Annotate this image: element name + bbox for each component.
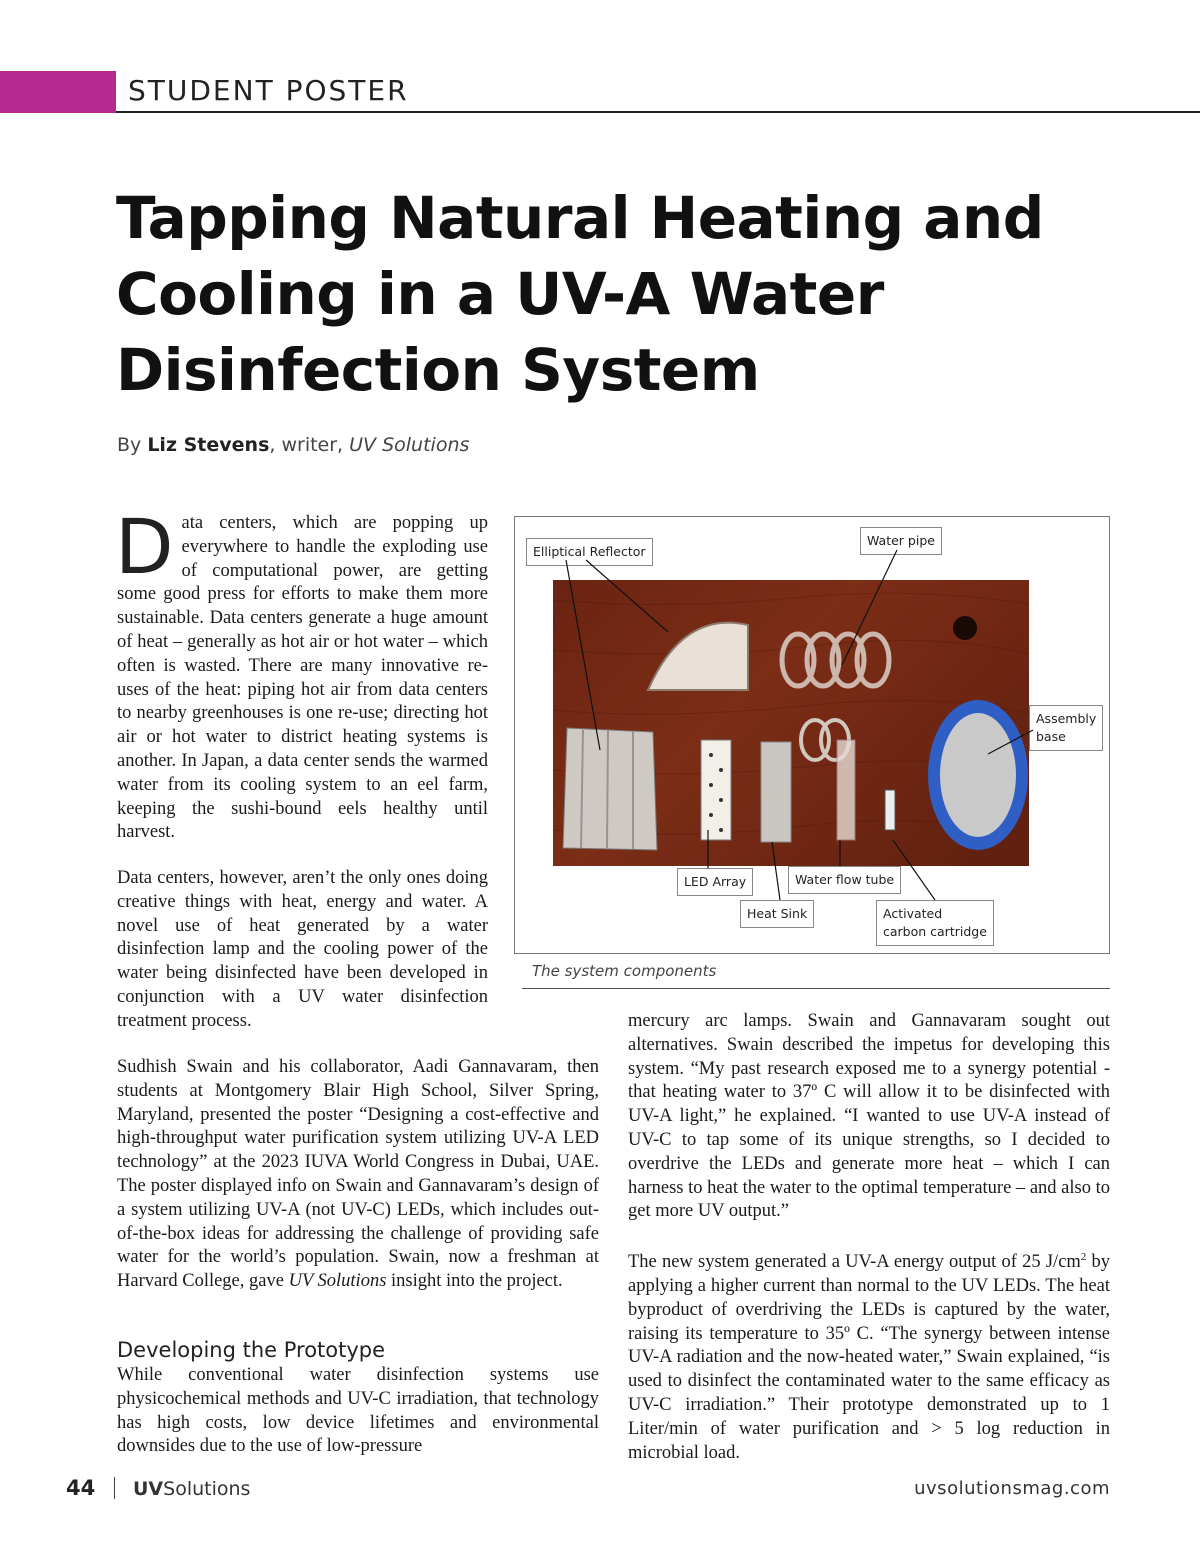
photo-illustration [553, 580, 1029, 866]
article-title: Tapping Natural Heating and Cooling in a UV-A Water Disinfection System [116, 184, 1044, 404]
footer-url[interactable]: uvsolutionsmag.com [914, 1478, 1110, 1499]
paragraph-6 [628, 1246, 1110, 1465]
label-activated-carbon: Activated carbon cartridge [876, 900, 994, 946]
caption-rule [522, 988, 1110, 989]
paragraph-3-text-b: insight into the project. [386, 1271, 563, 1292]
byline [117, 434, 469, 456]
paragraph-3 [117, 1056, 599, 1294]
footer-separator [114, 1477, 115, 1499]
author-name: Liz Stevens [147, 434, 270, 456]
figure-caption: The system components [532, 962, 717, 980]
label-led-array: LED Array [677, 868, 753, 896]
label-heat-sink: Heat Sink [740, 900, 814, 928]
paragraph-1 [115, 502, 488, 845]
header-rule [116, 111, 1200, 113]
brand-bold: UV [133, 1478, 164, 1500]
section-accent-bar [0, 71, 116, 113]
paragraph-4: While conventional water disinfection systems use physicochemical methods and UV-C irradiation, that technology has high costs, low device lifetimes and environmental downsides due to the use of low-pressure [117, 1365, 599, 1457]
paragraph-2: Data centers, however, aren’t the only ones doing creative things with heat, energy and water. A novel use of heat generated by a water disinfection lamp and the cooling power of the water being disinfected have been developed in conjunction with a UV water disinfection treatment process. [117, 868, 488, 1031]
paragraph-6-text-b: by applying a higher current than normal to the UV LEDs. The heat byproduct of overdriving the LEDs is captured by the water, raising its temperature to 35º C. “The synergy between intense UV-A radiation and the now-heated water,” Swain explained, “is used to disinfect the contaminated water to the same efficacy as UV-C irradiation.” Their prototype demonstrated up to 1 Liter/min of water purification and > 5 log reduction in microbial load. [628, 1252, 1111, 1463]
brand-rest: Solutions [163, 1478, 251, 1500]
page-number: 44 [66, 1476, 96, 1500]
system-components-photo [553, 580, 1029, 866]
superscript-2: 2 [1080, 1251, 1087, 1263]
paragraph-3-text-a: Sudhish Swain and his collaborator, Aadi Gannavaram, then students at Montgomery Blair High School, Silver Spring, Maryland, presented the poster “Designing a cost-effective and high-throughput water purification system utilizing UV-A LED technology” at the 2023 IUVA World Congress in Dubai, UAE. The poster displayed info on Swain and Gannavaram’s design of a system utilizing UV-A (not UV-C) LEDs, which includes out-of-the-box ideas for addressing the challenge of providing safe water for the world’s population. Swain, now a freshman at Harvard College, gave [117, 1057, 599, 1292]
section-subhead: Developing the Prototype [117, 1338, 386, 1362]
byline-prefix: By [117, 434, 148, 456]
label-water-flow-tube: Water flow tube [788, 866, 901, 894]
label-elliptical-reflector: Elliptical Reflector [526, 538, 653, 566]
label-water-pipe: Water pipe [860, 527, 942, 555]
byline-mid: , writer, [269, 434, 350, 456]
publication-name: UV Solutions [349, 434, 470, 456]
paragraph-5: mercury arc lamps. Swain and Gannavaram sought out alternatives. Swain described the impetus for developing this system. “My past research exposed me to a synergy potential - that heating water to 37º C will allow it to be disinfected with UV-A light,” he explained. “I wanted to use UV-A instead of UV-C to tap some of its unique strengths, so I decided to overdrive the LEDs and generate more heat – which I can harness to heat the water to the optimal temperature – and also to get more UV output.” [628, 1011, 1110, 1222]
paragraph-1-text: ata centers, which are popping up everywhere to handle the exploding use of computational power, are getting some good press for efforts to make them more sustainable. Data centers generate a huge amount of heat – generally as hot air or hot water – which often is wasted. There are many innovative re-uses of the heat: piping hot air from data centers to nearby greenhouses is one re-use; directing hot air or hot water to district heating systems is another. In Japan, a data center sends the warmed water from its cooling system to an eel farm, keeping the sushi-bound eels healthy until harvest. [117, 513, 488, 843]
drop-cap: D [115, 502, 174, 591]
paragraph-3-italic: UV Solutions [288, 1271, 387, 1292]
footer-brand [133, 1478, 250, 1500]
paragraph-6-text-a: The new system generated a UV-A energy output of 25 J/cm [628, 1252, 1081, 1273]
label-assembly-base: Assembly base [1029, 705, 1103, 751]
section-label: STUDENT POSTER [128, 74, 409, 107]
